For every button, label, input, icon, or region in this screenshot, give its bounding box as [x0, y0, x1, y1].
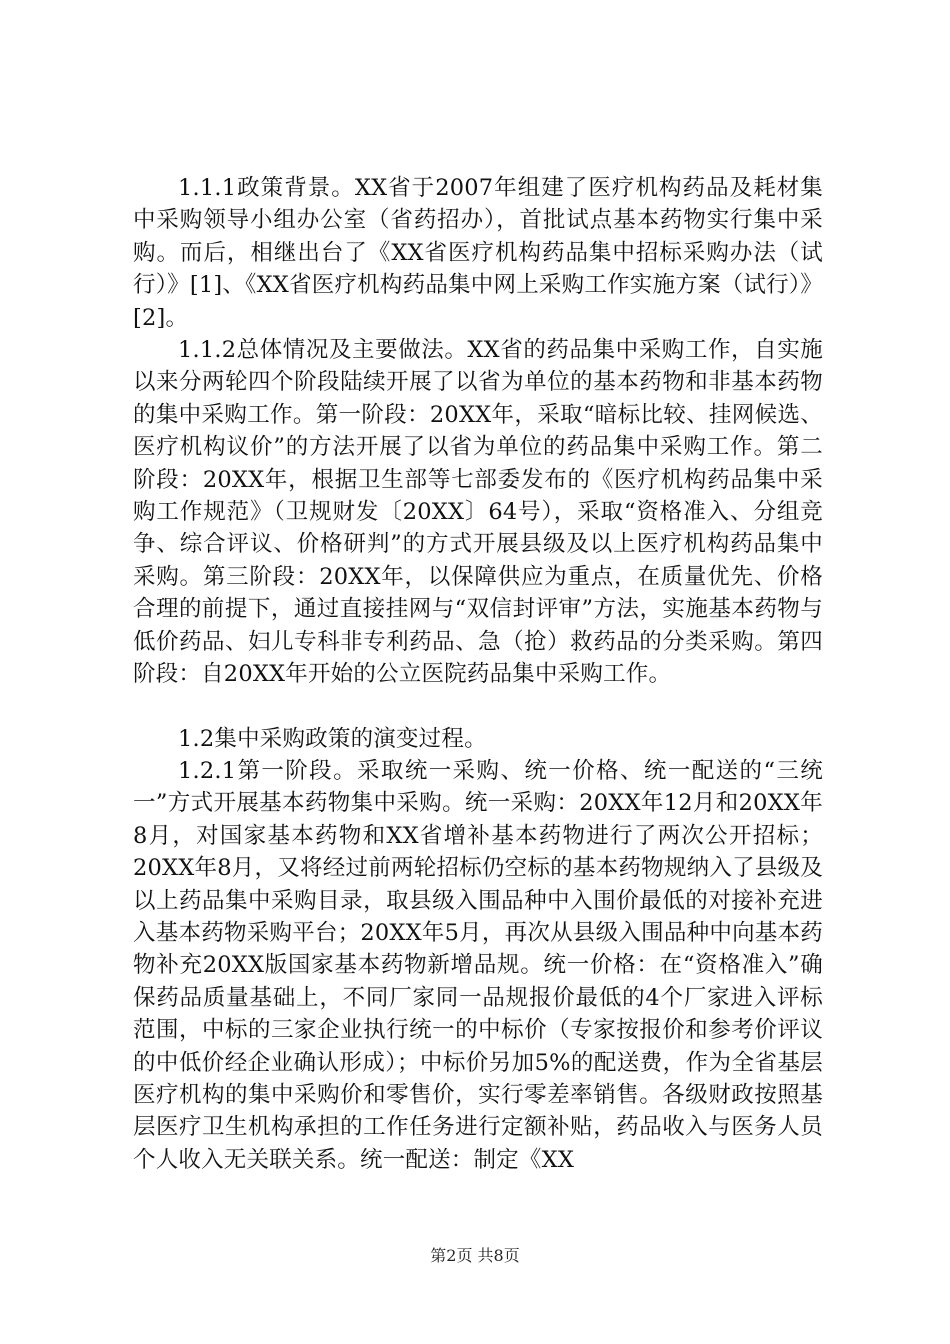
page-number-footer: 第2页 共8页 [430, 1246, 520, 1265]
section-heading-policy-evolution: 1.2集中采购政策的演变过程。 [178, 725, 487, 752]
paragraph-first-stage: 1.2.1第一阶段。采取统一采购、统一价格、统一配送的“三统一”方式开展基本药物集中采购。统一采购：20XX年12月和20XX年8月，对国家基本药物和XX省增补基本药物进行了两次公开招标；20XX年8月，又将经过前两轮招标仍空标的基本药物规纳入了县级及以上药品集中采购目录，取县级入围品种中入围价最低的对接补充进入基本药物采购平台；20XX年5月，再次从县级入围品种中向基本药物补充20XX版国家基本药物新增品规。统一价格：在“资格准入”确保药品质量基础上，不同厂家同一品规报价最低的4个厂家进入评标范围，中标的三家企业执行统一的中标价（专家按报价和参考价评议的中低价经企业确认形成）；中标价另加5%的配送费，作为全省基层医疗机构的集中采购价和零售价，实行零差率销售。各级财政按照基层医疗卫生机构承担的工作任务进行定额补贴，药品收入与医务人员个人收入无关联关系。统一配送：制定《XX [133, 757, 823, 1173]
paragraph-overall-situation: 1.1.2总体情况及主要做法。XX省的药品集中采购工作，自实施以来分两轮四个阶段陆续开展了以省为单位的基本药物和非基本药物的集中采购工作。第一阶段：20XX年，采取“暗标比较、挂网候选、医疗机构议价”的方法开展了以省为单位的药品集中采购工作。第二阶段：20XX年，根据卫生部等七部委发布的《医疗机构药品集中采购工作规范》（卫规财发〔20XX〕64号），采取“资格准入、分组竞争、综合评议、价格研判”的方式开展县级及以上医疗机构药品集中采购。第三阶段：20XX年，以保障供应为重点，在质量优先、价格合理的前提下，通过直接挂网与“双信封评审”方法，实施基本药物与低价药品、妇儿专科非专利药品、急（抢）救药品的分类采购。第四阶段：自20XX年开始的公立医院药品集中采购工作。 [133, 337, 823, 688]
document-body [133, 172, 823, 1176]
paragraph-policy-background: 1.1.1政策背景。XX省于2007年组建了医疗机构药品及耗材集中采购领导小组办公室（省药招办），首批试点基本药物实行集中采购。而后，相继出台了《XX省医疗机构药品集中招标采购办法（试行）》[1]、《XX省医疗机构药品集中网上采购工作实施方案（试行）》[2]。 [133, 175, 823, 331]
